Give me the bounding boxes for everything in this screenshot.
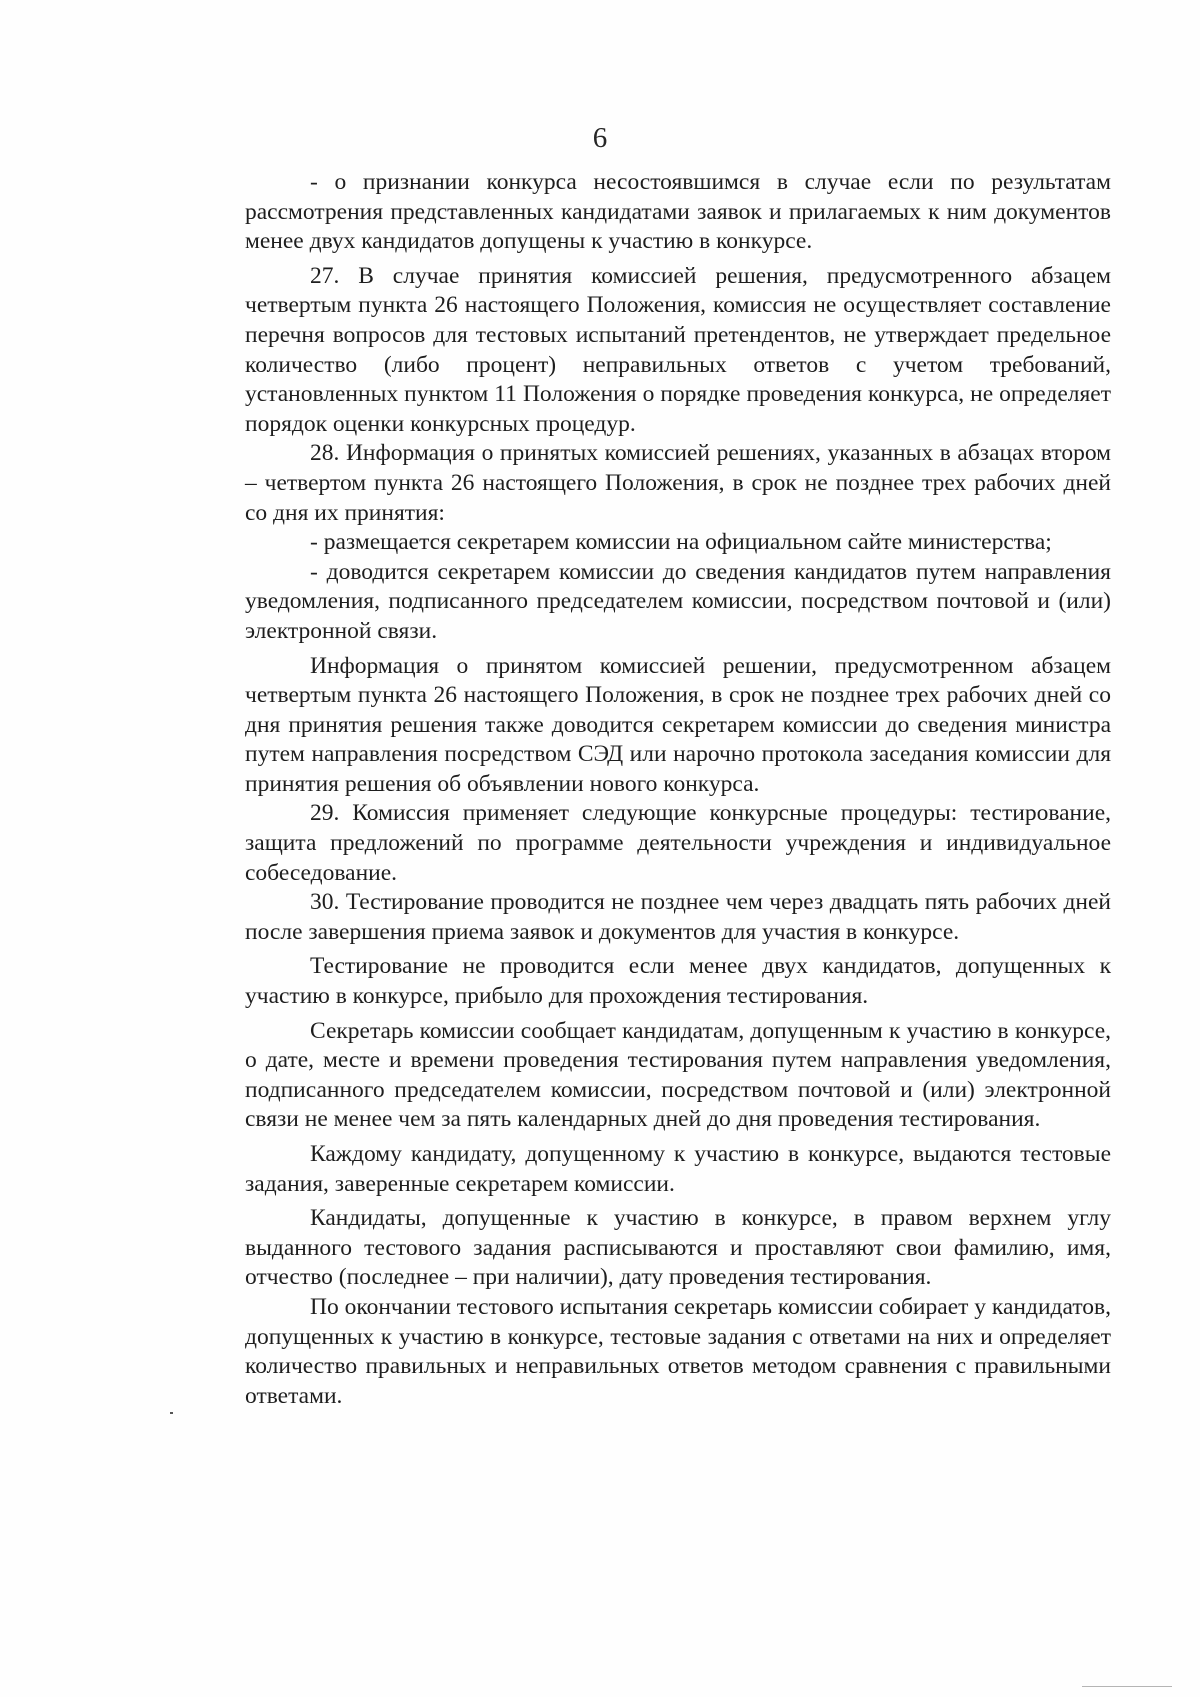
paragraph-candidates-sign: Кандидаты, допущенные к участию в конкурсе, в правом верхнем углу выданного тестового задания расписываются и проставляют свои фамилию, имя, отчество (последнее – при наличии), дату проведения тестирования. bbox=[245, 1205, 1111, 1291]
paragraph-recognition-failed: - о признании конкурса несостоявшимся в случае если по результатам рассмотрения представленных кандидатами заявок и прилагаемых к ним документов менее двух кандидатов допущены к участию в конкурсе. bbox=[245, 169, 1111, 255]
paragraph-secretary-notifies: Секретарь комиссии сообщает кандидатам, допущенным к участию в конкурсе, о дате, месте и времени проведения тестирования путем направления уведомления, подписанного председателем комиссии, посредством почтовой и (или) электронной связи не менее чем за пять календарных дней до дня проведения тестирования. bbox=[245, 1017, 1111, 1133]
paragraph-28: 28. Информация о принятых комиссией решениях, указанных в абзацах втором – четвертом пункта 26 настоящего Положения, в срок не позднее трех рабочих дней со дня их принятия: bbox=[245, 440, 1111, 526]
paragraph-tasks-issued: Каждому кандидату, допущенному к участию в конкурсе, выдаются тестовые задания, заверенные секретарем комиссии. bbox=[245, 1141, 1111, 1197]
paragraph-secretary-collects: По окончании тестового испытания секретарь комиссии собирает у кандидатов, допущенных к участию в конкурсе, тестовые задания с ответами на них и определяет количество правильных и неправильных ответов методом сравнения с правильными ответами. bbox=[245, 1293, 1111, 1409]
scan-speck bbox=[170, 1412, 173, 1414]
paragraph-testing-not-held: Тестирование не проводится если менее двух кандидатов, допущенных к участию в конкурсе, прибыло для прохождения тестирования. bbox=[245, 953, 1111, 1010]
paragraph-info-minister: Информация о принятом комиссией решении, предусмотренном абзацем четвертым пункта 26 настоящего Положения, в срок не позднее трех рабочих дней со дня принятия решения также доводится секретарем комиссии до сведения министра путем направления посредством СЭД или нарочно протокола заседания комиссии для принятия решения об объявлении нового конкурса. bbox=[245, 652, 1111, 797]
page-number: 6 bbox=[592, 122, 608, 154]
paragraph-27: 27. В случае принятия комиссией решения, предусмотренного абзацем четвертым пункта 26 настоящего Положения, комиссия не осуществляет составление перечня вопросов для тестовых испытаний претендентов, не утверждает предельное количество (либо процент) неправильных ответов с учетом требований, установленных пунктом 11 Положения о порядке проведения конкурса, не определяет порядок оценки конкурсных процедур. bbox=[245, 262, 1111, 437]
scan-edge-line bbox=[1082, 1686, 1172, 1687]
paragraph-29: 29. Комиссия применяет следующие конкурсные процедуры: тестирование, защита предложений по программе деятельности учреждения и индивидуальное собеседование. bbox=[245, 800, 1111, 886]
paragraph-30: 30. Тестирование проводится не позднее чем через двадцать пять рабочих дней после завершения приема заявок и документов для участия в конкурсе. bbox=[245, 889, 1111, 945]
document-body bbox=[245, 168, 1111, 1411]
paragraph-28-item-website: - размещается секретарем комиссии на официальном сайте министерства; bbox=[310, 529, 1052, 556]
paragraph-28-item-notify: - доводится секретарем комиссии до сведения кандидатов путем направления уведомления, подписанного председателем комиссии, посредством почтовой и (или) электронной связи. bbox=[245, 558, 1111, 644]
